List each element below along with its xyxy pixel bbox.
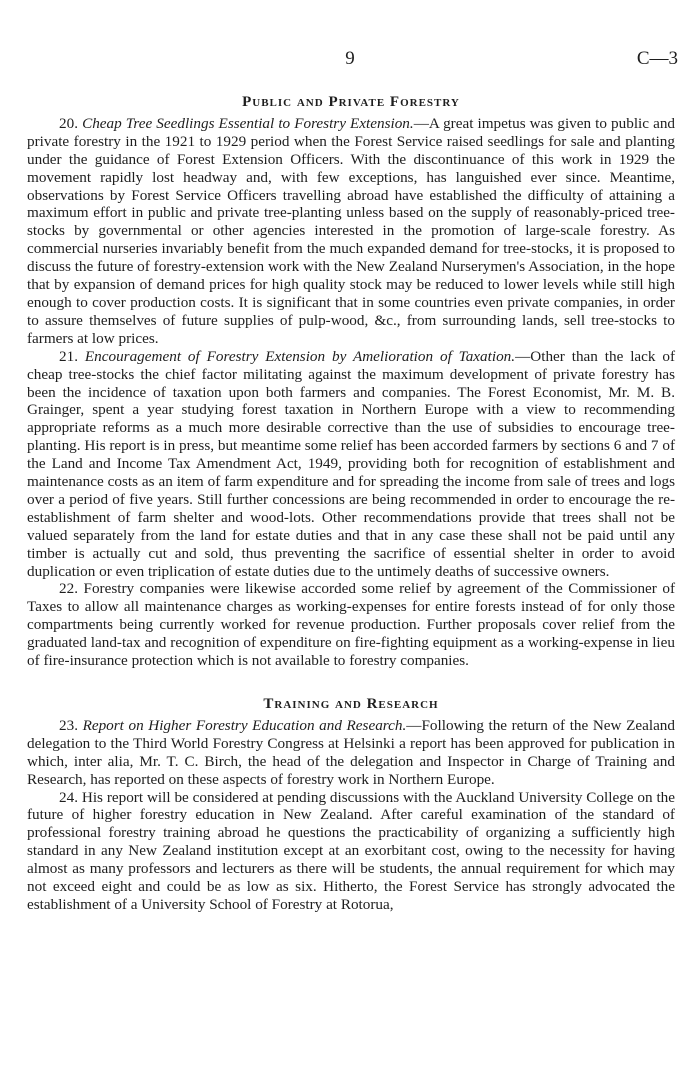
page-number: 9 xyxy=(345,48,355,69)
document-body xyxy=(27,94,675,914)
paragraph-title: Encouragement of Forestry Extension by Amelioration of Taxation. xyxy=(84,347,516,365)
paragraph-number: 21. xyxy=(59,347,78,365)
paragraph-text: —Other than the lack of cheap tree-stocks the chief factor militating against the maximum development of private forestry has been the incidence of taxation upon both farmers and companies. The Forest Economist, Mr. M. B. Grainger, spent a year studying forest taxation in Northern Europe with a view to recommending appropriate reforms as a much more desirable corrective than the use of subsidies to encourage tree-planting. His report is in press, but meantime some relief has been accorded farmers by sections 6 and 7 of the Land and Income Tax Amendment Act, 1949, providing both for recognition of establishment and maintenance costs as an item of farm expenditure and for spreading the income from sale of trees and logs over a period of five years. Still further concessions are being recommended in order to encourage the re-establishment of farm shelter and wood-lots. Other recommendations provide that trees shall not be valued separately from the land for estate duties and that in any case these shall not be paid until any timber is actually cut and sold, thus preventing the sacrifice of essential shelter in order to avoid duplication or even triplication of estate duties due to the untimely deaths of successive owners. xyxy=(27,347,676,580)
paragraph-text: Forestry companies were likewise accorded some relief by agreement of the Commissioner of Taxes to allow all maintenance charges as working-expenses for entire forests instead of for only those compartments being currently worked for revenue production. Further proposals cover relief from the graduated land-tax and recognition of expenditure on fire-fighting equipment as a working-expense in lieu of fire-insurance protection which is not available to forestry companies. xyxy=(27,580,676,670)
paragraph-number: 24. xyxy=(59,788,78,806)
paragraph-20 xyxy=(27,115,675,348)
paragraph-21 xyxy=(27,348,675,581)
paragraph-23 xyxy=(27,717,675,789)
paragraph-number: 22. xyxy=(59,580,78,598)
paragraph-text: —Following the return of the New Zealand delegation to the Third World Forestry Congress at Helsinki a report has been approved for publication in which, inter alia, Mr. T. C. Birch, the head of the delegation and Inspector in Charge of Training and Research, has reported on these aspects of forestry work in Northern Europe. xyxy=(27,716,675,788)
page-reference: C—3 xyxy=(636,48,678,69)
paragraph-22 xyxy=(27,580,675,670)
paragraph-text: —A great impetus was given to public and private forestry in the 1921 to 1929 period when the Forest Service raised seedlings for sale and planting under the guidance of Forest Extension Officers. With the discontinuance of this work in 1929 the movement rapidly lost headway and, with few exceptions, has languished ever since. Meantime, observations by Forest Service Officers travelling abroad have established the difficulty of attaining a maximum effort in public and private tree-planting unless based on the supply of reasonably-priced tree-stocks by governmental or other agencies interested in the promotion of large-scale forestry. As commercial nurseries invariably benefit from the much expanded demand for tree-stocks, it is proposed to discuss the future of forestry-extension work with the New Zealand Nurserymen's Association, in the hope that by expansion of demand prices for high quality stock may be reduced to lower levels while still high enough to cover production costs. It is significant that in some countries even private companies, in order to assure themselves of future supplies of pulp-wood, &c., from surrounding lands, sell tree-stocks to farmers at low prices. xyxy=(27,114,676,347)
paragraph-text: His report will be considered at pending discussions with the Auckland University College on the future of higher forestry education in New Zealand. After careful examination of the standard of professional forestry training abroad he questions the practicability of organizing a sufficiently high standard in any New Zealand institution except at an exorbitant cost, owing to the necessity for having almost as many professors and lecturers as there will be students, the annual requirement for which may not exceed eight and could be as low as six. Hitherto, the Forest Service has strongly advocated the establishment of a University School of Forestry at Rotorua, xyxy=(27,788,676,913)
paragraph-title: Cheap Tree Seedlings Essential to Forestry Extension. xyxy=(82,114,414,132)
paragraph-number: 23. xyxy=(59,716,78,734)
section-heading-training-research: Training and Research xyxy=(263,696,439,712)
paragraph-24 xyxy=(27,789,675,914)
section-heading-public-private-forestry: Public and Private Forestry xyxy=(242,94,460,110)
paragraph-number: 20. xyxy=(59,114,78,132)
paragraph-title: Report on Higher Forestry Education and Research. xyxy=(82,716,407,734)
